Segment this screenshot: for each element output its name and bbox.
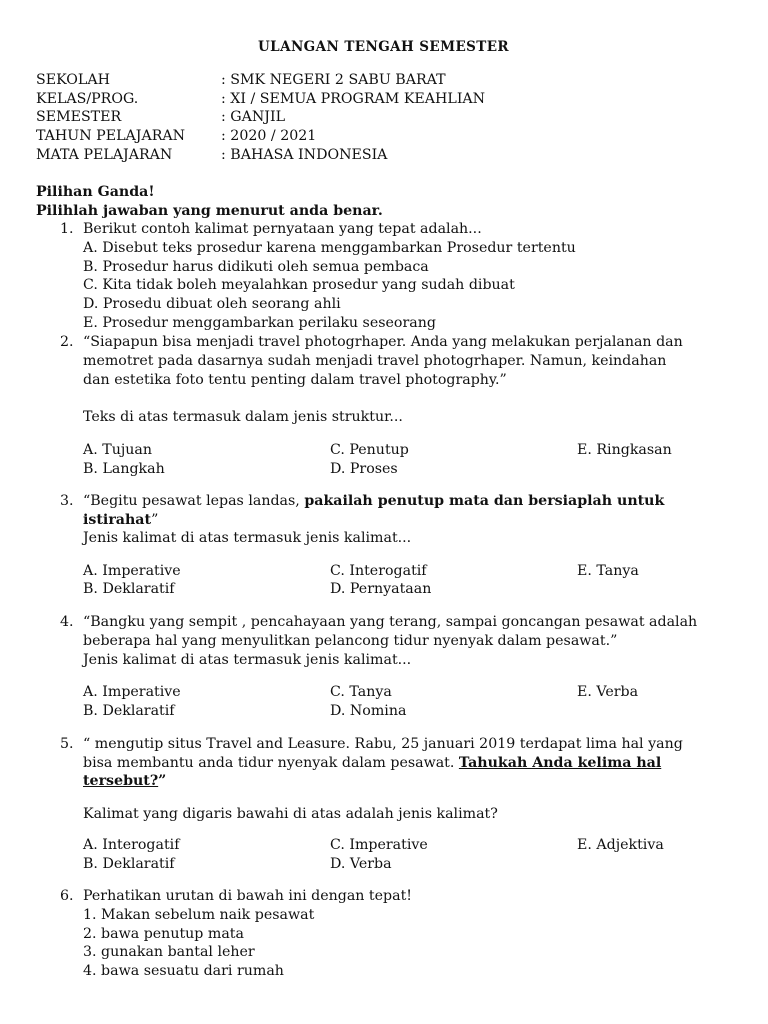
list-item: 2. bawa penutup mata <box>83 926 244 942</box>
passage-plain: bisa membantu anda tidur nyenyak dalam pesawat. <box>83 755 459 771</box>
passage-line: beberapa hal yang menyulitkan pelancong tidur nyenyak dalam pesawat.” <box>83 633 618 649</box>
option: A. Tujuan <box>83 442 152 458</box>
option: C. Tanya <box>330 684 392 700</box>
list-item: 4. bawa sesuatu dari rumah <box>83 963 284 979</box>
option: C. Penutup <box>330 442 409 458</box>
passage-line: “Bangku yang sempit , pencahayaan yang terang, sampai goncangan pesawat adalah <box>83 614 698 630</box>
passage-line: dan estetika foto tentu penting dalam travel photography.” <box>83 372 507 388</box>
question-text: Jenis kalimat di atas termasuk jenis kalimat... <box>83 652 412 668</box>
list-item: 1. Makan sebelum naik pesawat <box>83 907 315 923</box>
option: C. Imperative <box>330 837 428 853</box>
option: B. Deklaratif <box>83 581 175 597</box>
option: D. Nomina <box>330 703 407 719</box>
passage-plain: ” <box>151 512 159 528</box>
info-label: SEKOLAH <box>36 72 110 88</box>
instruction: Pilihlah jawaban yang menurut anda benar. <box>36 203 383 219</box>
underlined-sentence: tersebut? <box>83 773 159 789</box>
option: D. Verba <box>330 856 392 872</box>
question-text: Jenis kalimat di atas termasuk jenis kalimat... <box>83 530 412 546</box>
info-value: : 2020 / 2021 <box>221 128 317 144</box>
question-text: Teks di atas termasuk dalam jenis struktur... <box>83 409 403 425</box>
passage-line: “Siapapun bisa menjadi travel photogrhaper. Anda yang melakukan perjalanan dan <box>83 334 683 350</box>
info-label: SEMESTER <box>36 109 122 125</box>
option: A. Imperative <box>83 563 181 579</box>
question-number: 5. <box>60 736 74 752</box>
list-item: 3. gunakan bantal leher <box>83 944 255 960</box>
section-title: Pilihan Ganda! <box>36 184 155 200</box>
option: E. Prosedur menggambarkan perilaku seseorang <box>83 315 436 331</box>
question-text: Berikut contoh kalimat pernyataan yang tepat adalah... <box>83 221 482 237</box>
info-value: : SMK NEGERI 2 SABU BARAT <box>221 72 446 88</box>
option: B. Langkah <box>83 461 165 477</box>
info-value: : BAHASA INDONESIA <box>221 147 388 163</box>
info-label: KELAS/PROG. <box>36 91 139 107</box>
question-text: Perhatikan urutan di bawah ini dengan tepat! <box>83 888 412 904</box>
option: B. Prosedur harus didikuti oleh semua pembaca <box>83 259 429 275</box>
option: C. Kita tidak boleh meyalahkan prosedur yang sudah dibuat <box>83 277 515 293</box>
info-value: : GANJIL <box>221 109 285 125</box>
page-title: ULANGAN TENGAH SEMESTER <box>258 39 510 55</box>
info-label: MATA PELAJARAN <box>36 147 173 163</box>
question-number: 4. <box>60 614 74 630</box>
option: A. Imperative <box>83 684 181 700</box>
option: A. Interogatif <box>83 837 180 853</box>
option: E. Ringkasan <box>577 442 672 458</box>
underlined-sentence: Tahukah Anda kelima hal <box>458 755 662 771</box>
option: B. Deklaratif <box>83 703 175 719</box>
passage-line <box>83 492 664 510</box>
question-number: 3. <box>60 493 74 509</box>
option: E. Verba <box>577 684 639 700</box>
passage-bold: pakailah penutup mata dan bersiaplah untuk <box>304 493 665 509</box>
passage-line <box>83 511 158 529</box>
option: D. Proses <box>330 461 398 477</box>
option: A. Disebut teks prosedur karena menggambarkan Prosedur tertentu <box>83 240 576 256</box>
question-number: 6. <box>60 888 74 904</box>
question-number: 2. <box>60 334 74 350</box>
passage-bold: istirahat <box>83 512 152 528</box>
option: E. Tanya <box>577 563 639 579</box>
question-number: 1. <box>60 221 74 237</box>
passage-line <box>83 754 661 772</box>
passage-plain: ” <box>158 773 167 789</box>
passage-line: memotret pada dasarnya sudah menjadi travel photogrhaper. Namun, keindahan <box>83 353 667 369</box>
passage-line: “ mengutip situs Travel and Leasure. Rabu, 25 januari 2019 terdapat lima hal yang <box>83 736 683 752</box>
option: D. Pernyataan <box>330 581 432 597</box>
passage-plain: “Begitu pesawat lepas landas, <box>83 493 305 509</box>
option: C. Interogatif <box>330 563 427 579</box>
info-label: TAHUN PELAJARAN <box>36 128 186 144</box>
option: D. Prosedu dibuat oleh seorang ahli <box>83 296 341 312</box>
passage-line <box>83 772 166 790</box>
option: E. Adjektiva <box>577 837 664 853</box>
question-text: Kalimat yang digaris bawahi di atas adalah jenis kalimat? <box>83 806 498 822</box>
info-value: : XI / SEMUA PROGRAM KEAHLIAN <box>221 91 486 107</box>
option: B. Deklaratif <box>83 856 175 872</box>
